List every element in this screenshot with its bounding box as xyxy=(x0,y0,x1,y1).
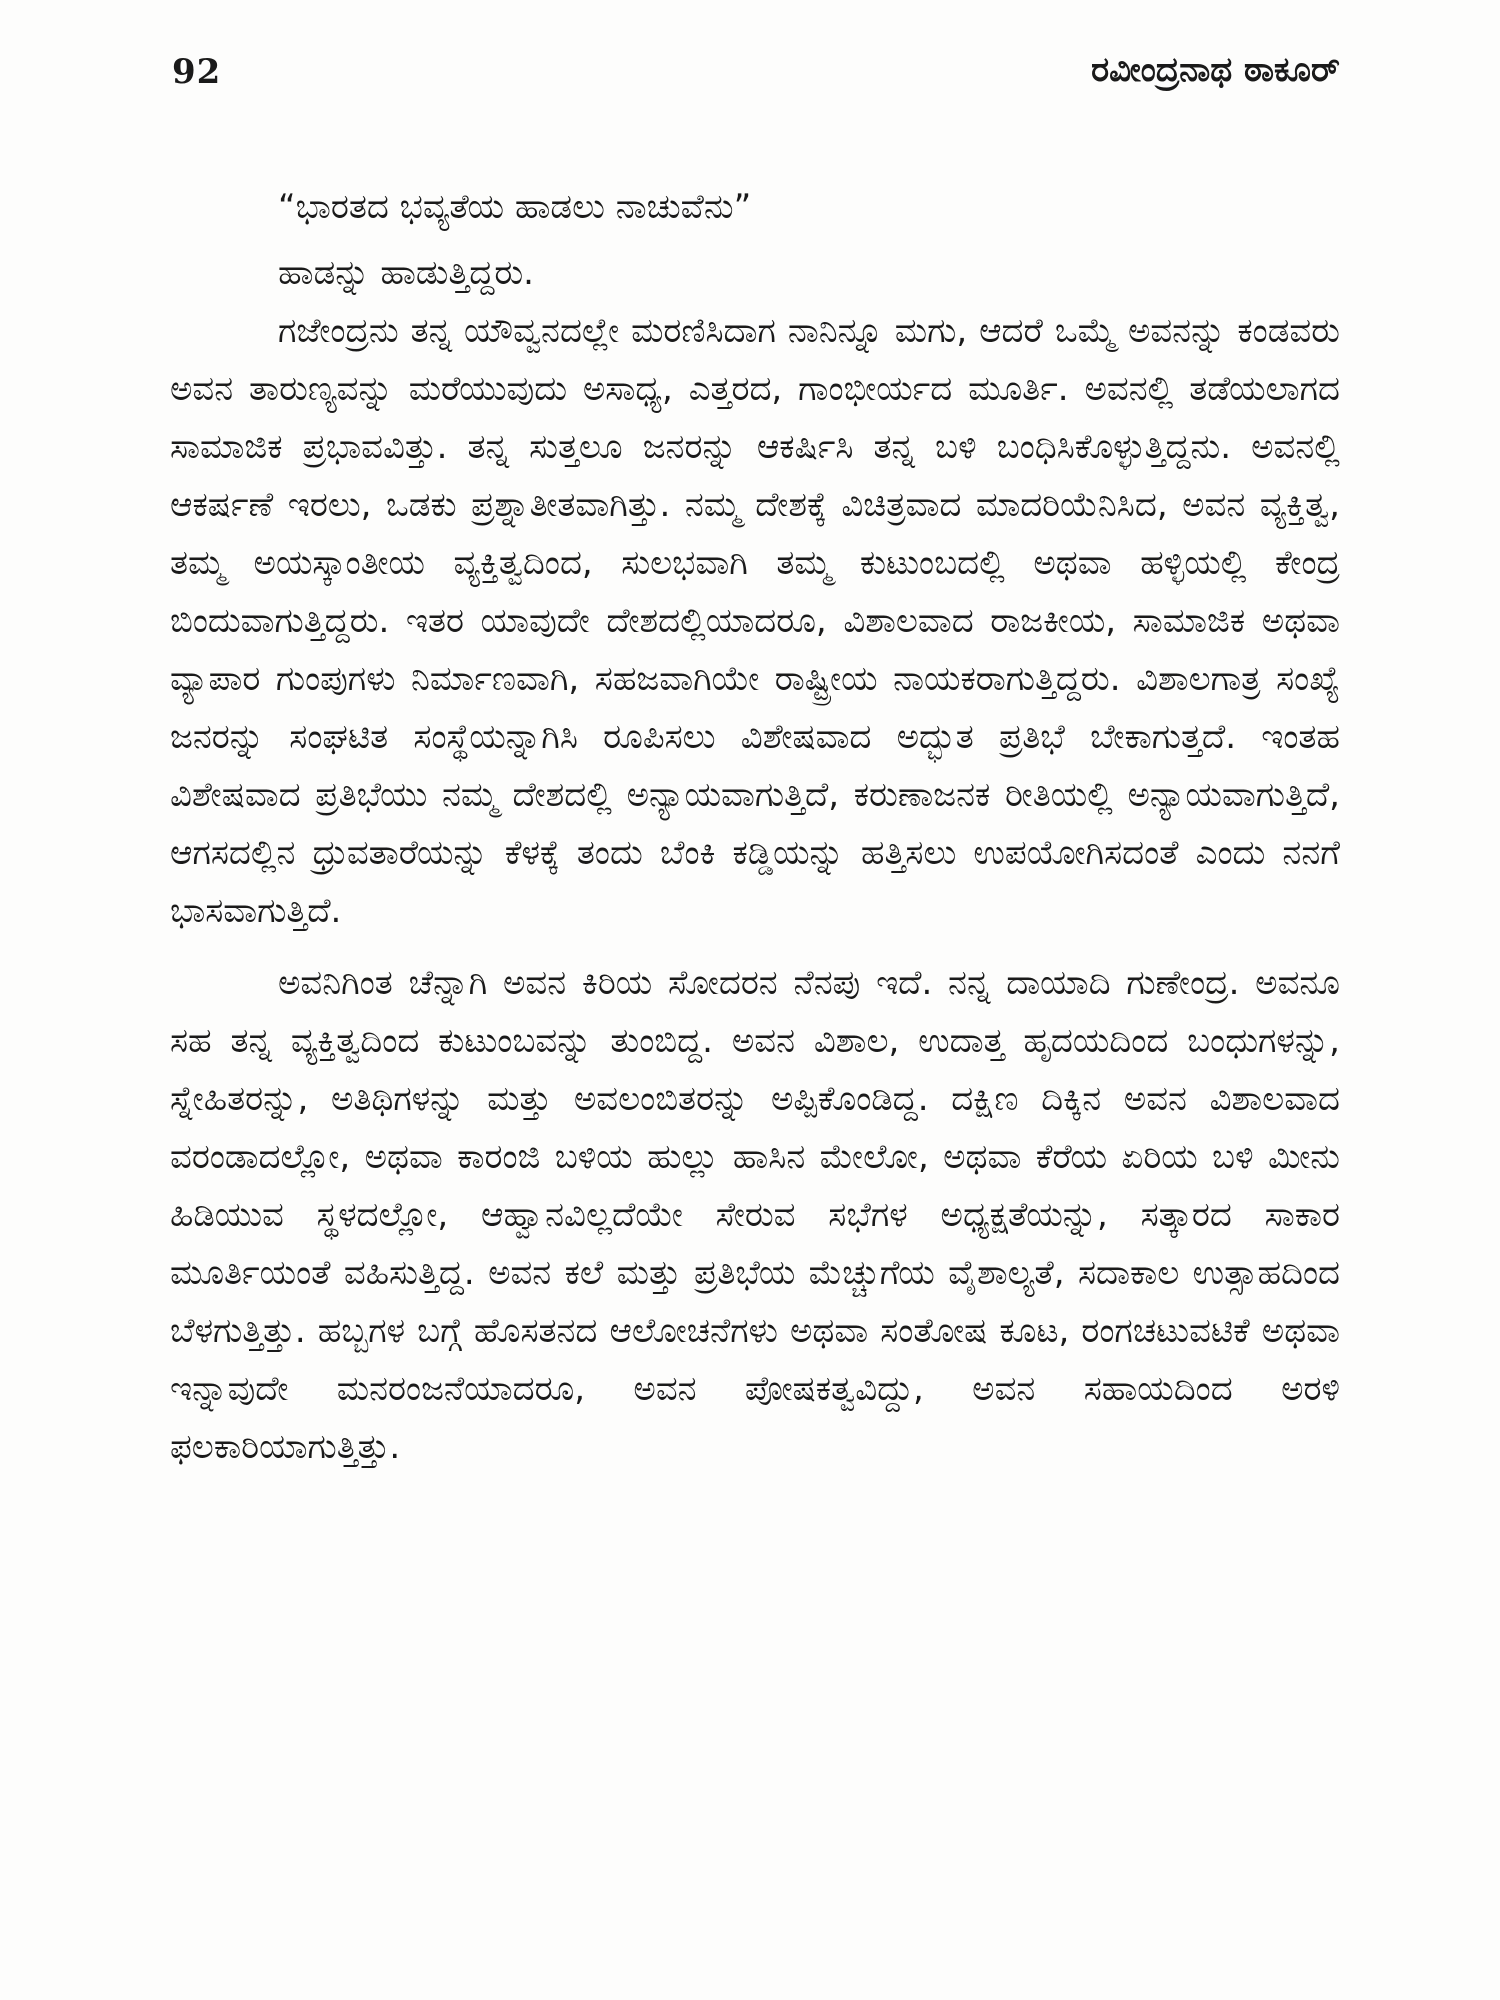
quoted-song-line: “ಭಾರತದ ಭವ್ಯತೆಯ ಹಾಡಲು ನಾಚುವೆನು” xyxy=(278,187,752,227)
running-title: ರವೀಂದ್ರನಾಥ ಠಾಕೂರ್ xyxy=(1091,50,1340,90)
page-body xyxy=(170,178,1340,1476)
paragraph: ಅವನಿಗಿಂತ ಚೆನ್ನಾಗಿ ಅವನ ಕಿರಿಯ ಸೋದರನ ನೆನಪು ಇದೆ. ನನ್ನ ದಾಯಾದಿ ಗುಣೇಂದ್ರ. ಅವನೂ ಸಹ ತನ್ನ ವ್ಯಕ್ತಿತ್ವದಿಂದ ಕುಟುಂಬವನ್ನು ತುಂಬಿದ್ದ. ಅವನ ವಿಶಾಲ, ಉದಾತ್ತ ಹೃದಯದಿಂದ ಬಂಧುಗಳನ್ನು, ಸ್ನೇಹಿತರನ್ನು, ಅತಿಥಿಗಳನ್ನು ಮತ್ತು ಅವಲಂಬಿತರನ್ನು ಅಪ್ಪಿಕೊಂಡಿದ್ದ. ದಕ್ಷಿಣ ದಿಕ್ಕಿನ ಅವನ ವಿಶಾಲವಾದ ವರಂಡಾದಲ್ಲೋ, ಅಥವಾ ಕಾರಂಜಿ ಬಳಿಯ ಹುಲ್ಲು ಹಾಸಿನ ಮೇಲೋ, ಅಥವಾ ಕೆರೆಯ ಏರಿಯ ಬಳಿ ಮೀನು ಹಿಡಿಯುವ ಸ್ಥಳದಲ್ಲೋ, ಆಹ್ವಾನವಿಲ್ಲದೆಯೇ ಸೇರುವ ಸಭೆಗಳ ಅಧ್ಯಕ್ಷತೆಯನ್ನು, ಸತ್ಕಾರದ ಸಾಕಾರ ಮೂರ್ತಿಯಂತೆ ವಹಿಸುತ್ತಿದ್ದ. ಅವನ ಕಲೆ ಮತ್ತು ಪ್ರತಿಭೆಯ ಮೆಚ್ಚುಗೆಯ ವೈಶಾಲ್ಯತೆ, ಸದಾಕಾಲ ಉತ್ಸಾಹದಿಂದ ಬೆಳಗುತ್ತಿತ್ತು. ಹಬ್ಬಗಳ ಬಗ್ಗೆ ಹೊಸತನದ ಆಲೋಚನೆಗಳು ಅಥವಾ ಸಂತೋಷ ಕೂಟ, ರಂಗಚಟುವಟಿಕೆ ಅಥವಾ ಇನ್ನಾವುದೇ ಮನರಂಜನೆಯಾದರೂ, ಅವನ ಪೋಷಕತ್ವವಿದ್ದು, ಅವನ ಸಹಾಯದಿಂದ ಅರಳಿ ಫಲಕಾರಿಯಾಗುತ್ತಿತ್ತು. xyxy=(170,963,1340,1467)
page-number: 92 xyxy=(172,52,222,92)
paragraph: ಗಜೇಂದ್ರನು ತನ್ನ ಯೌವ್ವನದಲ್ಲೇ ಮರಣಿಸಿದಾಗ ನಾನಿನ್ನೂ ಮಗು, ಆದರೆ ಒಮ್ಮೆ ಅವನನ್ನು ಕಂಡವರು ಅವನ ತಾರುಣ್ಯವನ್ನು ಮರೆಯುವುದು ಅಸಾಧ್ಯ, ಎತ್ತರದ, ಗಾಂಭೀರ್ಯದ ಮೂರ್ತಿ. ಅವನಲ್ಲಿ ತಡೆಯಲಾಗದ ಸಾಮಾಜಿಕ ಪ್ರಭಾವವಿತ್ತು. ತನ್ನ ಸುತ್ತಲೂ ಜನರನ್ನು ಆಕರ್ಷಿಸಿ ತನ್ನ ಬಳಿ ಬಂಧಿಸಿಕೊಳ್ಳುತ್ತಿದ್ದನು. ಅವನಲ್ಲಿ ಆಕರ್ಷಣೆ ಇರಲು, ಒಡಕು ಪ್ರಶ್ನಾತೀತವಾಗಿತ್ತು. ನಮ್ಮ ದೇಶಕ್ಕೆ ವಿಚಿತ್ರವಾದ ಮಾದರಿಯೆನಿಸಿದ, ಅವನ ವ್ಯಕ್ತಿತ್ವ, ತಮ್ಮ ಅಯಸ್ಕಾಂತೀಯ ವ್ಯಕ್ತಿತ್ವದಿಂದ, ಸುಲಭವಾಗಿ ತಮ್ಮ ಕುಟುಂಬದಲ್ಲಿ ಅಥವಾ ಹಳ್ಳಿಯಲ್ಲಿ ಕೇಂದ್ರ ಬಿಂದುವಾಗುತ್ತಿದ್ದರು. ಇತರ ಯಾವುದೇ ದೇಶದಲ್ಲಿಯಾದರೂ, ವಿಶಾಲವಾದ ರಾಜಕೀಯ, ಸಾಮಾಜಿಕ ಅಥವಾ ವ್ಯಾಪಾರ ಗುಂಪುಗಳು ನಿರ್ಮಾಣವಾಗಿ, ಸಹಜವಾಗಿಯೇ ರಾಷ್ಟ್ರೀಯ ನಾಯಕರಾಗುತ್ತಿದ್ದರು. ವಿಶಾಲಗಾತ್ರ ಸಂಖ್ಯೆ ಜನರನ್ನು ಸಂಘಟಿತ ಸಂಸ್ಥೆಯನ್ನಾಗಿಸಿ ರೂಪಿಸಲು ವಿಶೇಷವಾದ ಅದ್ಭುತ ಪ್ರತಿಭೆ ಬೇಕಾಗುತ್ತದೆ. ಇಂತಹ ವಿಶೇಷವಾದ ಪ್ರತಿಭೆಯು ನಮ್ಮ ದೇಶದಲ್ಲಿ ಅನ್ಯಾಯವಾಗುತ್ತಿದೆ, ಕರುಣಾಜನಕ ರೀತಿಯಲ್ಲಿ ಅನ್ಯಾಯವಾಗುತ್ತಿದೆ, ಆಗಸದಲ್ಲಿನ ಧ್ರುವತಾರೆಯನ್ನು ಕೆಳಕ್ಕೆ ತಂದು ಬೆಂಕಿ ಕಡ್ಡಿಯನ್ನು ಹತ್ತಿಸಲು ಉಪಯೋಗಿಸದಂತೆ ಎಂದು ನನಗೆ ಭಾಸವಾಗುತ್ತಿದೆ. xyxy=(170,311,1340,931)
paragraph: ಹಾಡನ್ನು ಹಾಡುತ್ತಿದ್ದರು. xyxy=(278,253,534,293)
